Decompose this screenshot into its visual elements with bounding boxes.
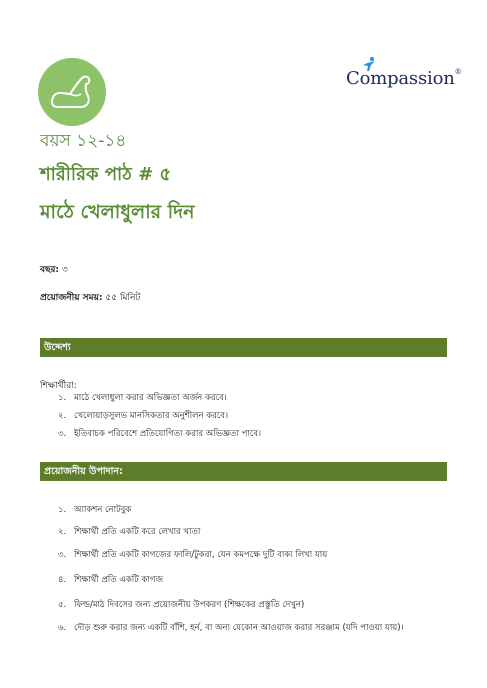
year-line: [40, 262, 68, 277]
list-item: ২. খেলোয়াড়সুলভ মানসিকতার অনুশীলন করবে।: [58, 411, 229, 421]
physical-lesson-badge: [38, 58, 106, 126]
list-item: ২. শিক্ষার্থী প্রতি একটি করে লেখার খাতা: [58, 527, 201, 537]
list-item: ৬. দৌড় শুরু করার জন্য একটি বাঁশি, হর্ন, বা অন্য যেকোন আওয়াজ করার সরঞ্জাম (যদি পাওয়া যায়)।: [58, 623, 404, 633]
age-range: বয়স ১২-১৪: [40, 131, 127, 151]
list-item: ৫. ফিল্ড/মাঠ দিবসের জন্য প্রয়োজনীয় উপকরণ (শিক্ষকের প্রস্তুতি দেখুন): [58, 600, 305, 610]
time-label: প্রয়োজনীয় সময়:: [40, 293, 103, 303]
list-item: ৩. শিক্ষার্থী প্রতি একটি কাগজের ফালি/টুকরা, যেন কমপক্ষে দুটি বাক্য লিখা যায়: [58, 550, 328, 560]
list-item: ১. মাঠে খেলাধুলা করার অভিজ্ঞতা অর্জন করবে।: [58, 393, 227, 403]
lesson-number: শারীরিক পাঠ # ৫: [40, 164, 172, 185]
list-item: ৪. শিক্ষার্থী প্রতি একটি কাগজ: [58, 575, 164, 585]
flexed-arm-icon: [48, 72, 96, 112]
materials-heading: প্রয়োজনীয় উপাদান:: [40, 462, 447, 481]
compassion-wordmark: Compassion®: [346, 68, 462, 89]
time-value: ৫৫ মিনিট: [105, 293, 141, 303]
list-item: ৩. ইতিবাচক পরিবেশে প্রতিযোগিতা করার অভিজ্ঞতা পাবে।: [58, 429, 262, 439]
objectives-heading: উদ্দেশ্য: [40, 338, 447, 357]
list-item: ১. অ্যাকশন নোটবুক: [58, 505, 132, 515]
year-value: ৩: [61, 265, 68, 275]
time-line: [40, 290, 140, 305]
year-label: বছর:: [40, 265, 60, 275]
compassion-logo: [346, 56, 462, 96]
lesson-title: মাঠে খেলাধুলার দিন: [40, 201, 195, 223]
objectives-intro: শিক্ষার্থীরা:: [40, 381, 77, 391]
